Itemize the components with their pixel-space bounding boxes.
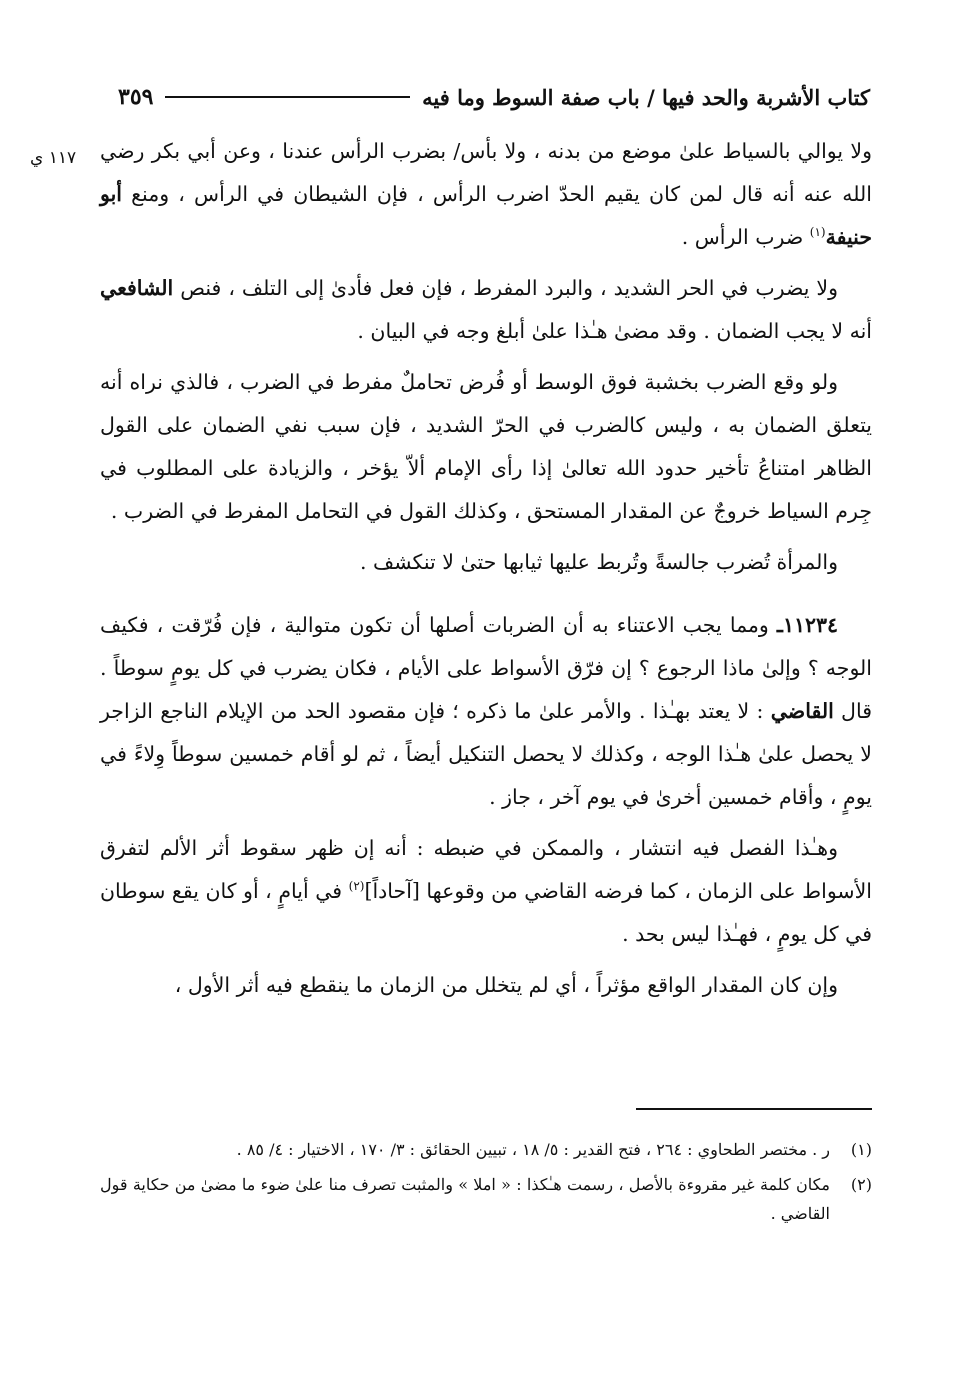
footnote-1 <box>100 1135 872 1164</box>
margin-note: ١١٧ ي <box>30 148 77 168</box>
footnote-text: ر . مختصر الطحاوي : ٢٦٤ ، فتح القدير : ٥/ ١٨ ، تبيين الحقائق : ٣/ ١٧٠ ، الاختيار : ٤/ ٨٥ . <box>236 1140 830 1159</box>
footnote-mark: (٢) <box>850 1175 872 1194</box>
header-rule <box>165 96 410 98</box>
footnotes <box>100 1135 872 1234</box>
running-title: كتاب الأشربة والحد فيها / باب صفة السوط وما فيه <box>422 84 870 110</box>
text-run: ولا يضرب في الحر الشديد ، والبرد المفرط ، فإن فعل فأدىٰ إلى التلف ، فنص <box>173 276 838 300</box>
page-number: ٣٥٩ <box>118 84 154 110</box>
paragraph-5 <box>100 604 872 819</box>
text-run: : لا يعتد بهـٰذا . والأمر علىٰ ما ذكره ؛ فإن مقصود الحد من الإيلام الناجع الزاجر لا يحصل علىٰ هـٰذا الوجه ، وكذلك لا يحصل التنكيل أيضاً ، ثم لو أقام خمسين سوطاً وِلاءً في يومٍ ، وأقام خمسين أخرىٰ في يوم آخر ، جاز . <box>100 699 872 809</box>
footnote-separator <box>636 1108 872 1110</box>
footnote-ref-2: (٢) <box>348 879 365 894</box>
paragraph-2 <box>100 267 872 353</box>
paragraph-4: والمرأة تُضرب جالسةً وتُربط عليها ثيابها حتىٰ لا تنكشف . <box>359 550 838 574</box>
paragraph-6 <box>100 827 872 956</box>
text-run: في أيامٍ ، أو كان يقع سوطان في كل يومٍ ، فهـٰذا ليس بحد . <box>100 879 872 946</box>
footnote-text: مكان كلمة غير مقروءة بالأصل ، رسمت هـٰكذا : « املا » والمثبت تصرف منا علىٰ ضوء ما مضىٰ من حكاية قول القاضي . <box>100 1175 830 1223</box>
paragraph-1 <box>100 130 872 259</box>
paragraph-3: ولو وقع الضرب بخشبة فوق الوسط أو فُرض تحاملٌ مفرط في الضرب ، فالذي نراه أنه يتعلق الضمان به ، وليس كالضرب في الحرّ الشديد ، فإن سبب نفي الضمان على القول الظاهر امتناعُ تأخير حدود الله تعالىٰ إذا رأى الإمام ألاّ يؤخر ، والزيادة على المطلوب في جِرم السياط خروجٌ عن المقدار المستحق ، وكذلك القول في التحامل المفرط في الضرب . <box>100 370 872 523</box>
text-run: أنه لا يجب الضمان . وقد مضىٰ هـٰذا علىٰ أبلغ وجه في البيان . <box>357 319 872 343</box>
text-run: ولا يوالي بالسياط علىٰ موضع من بدنه ، ولا بأس/ بضرب الرأس عندنا ، وعن أبي بكر رضي الله عنه أنه قال لمن كان يقيم الحدّ اضرب الرأس ، فإن الشيطان في الرأس ، ومنع <box>100 139 872 206</box>
text-run: ومما يجب الاعتناء به أن الضربات أصلها أن تكون متوالية ، فإن فُرّقت ، فكيف الوجه ؟ وإلىٰ ماذا الرجوع ؟ إن فرّق الأسواط على الأيام ، فكان يضرب في كل يومٍ سوطاً . قال <box>100 613 872 723</box>
paragraph-7: وإن كان المقدار الواقع مؤثراً ، أي لم يتخلل من الزمان ما ينقطع فيه أثر الأول ، <box>174 973 838 997</box>
footnote-ref-1: (١) <box>809 225 826 240</box>
person-name: الشافعي <box>100 276 174 300</box>
section-number: ١١٢٣٤ـ <box>776 613 838 637</box>
body-text <box>100 130 872 1015</box>
text-run: ضرب الرأس . <box>681 225 810 249</box>
footnote-mark: (١) <box>850 1140 872 1159</box>
text-run: وهـٰذا الفصل فيه انتشار ، والممكن في ضبطه : أنه إن ظهر سقوط أثر الألم لتفرق الأسواط على الزمان ، كما فرضه القاضي من وقوعها [آحاداً] <box>100 836 872 903</box>
page-header <box>118 80 870 114</box>
footnote-2 <box>100 1170 872 1228</box>
person-name: أبو حنيفة <box>100 182 872 249</box>
person-name: القاضي <box>770 699 834 723</box>
